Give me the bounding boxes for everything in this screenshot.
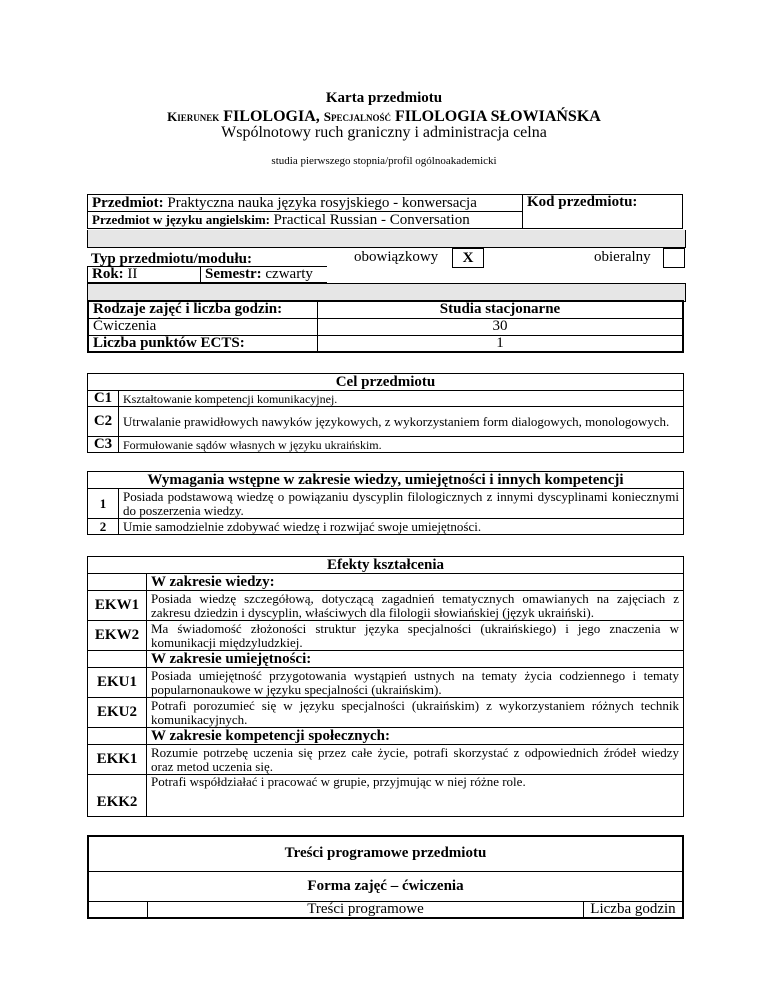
ects-label: Liczba punktów ECTS:: [88, 335, 318, 352]
gray-separator-1: [87, 230, 686, 248]
wymagania-text: Posiada podstawową wiedzę o powiązaniu dyscyplin filologicznych z innymi dyscyplinami koniecznymi do poszerzenia wiedzy.: [119, 489, 684, 519]
cel-code: C1: [88, 391, 119, 407]
obieralny-checkbox[interactable]: [663, 248, 685, 268]
subtitle: Wspólnotowy ruch graniczny i administracja celna: [221, 124, 547, 141]
cel-code: C2: [88, 407, 119, 437]
rok-value: II: [127, 266, 138, 282]
ects-value: 1: [318, 335, 684, 352]
cel-text: Utrwalanie prawidłowych nawyków językowych, z wykorzystaniem form dialogowych, monologowych.: [119, 407, 684, 437]
rodzaje-label: Rodzaje zajęć i liczba godzin:: [88, 301, 318, 318]
document-title: Karta przedmiotu: [325, 90, 443, 106]
wymagania-table: [87, 471, 684, 535]
cwiczenia-label: Ćwiczenia: [88, 318, 318, 335]
kierunek-value: FILOLOGIA,: [223, 108, 320, 125]
tresci-title: Treści programowe przedmiotu: [88, 836, 683, 871]
ekk2-text: Potrafi współdziałać i pracować w grupie, przyjmując w niej różne role.: [147, 775, 684, 817]
rok-table: [87, 266, 327, 283]
cel-code: C3: [88, 437, 119, 453]
kod-przedmiotu: Kod przedmiotu:: [523, 195, 683, 229]
semestr-value: czwarty: [265, 266, 313, 282]
empty-cell: [88, 901, 148, 918]
hours-table: [87, 300, 684, 353]
cel-title: Cel przedmiotu: [88, 374, 684, 391]
empty-cell: [88, 728, 147, 745]
kompetencje-heading: W zakresie kompetencji społecznych:: [147, 728, 684, 745]
cel-text: Formułowanie sądów własnych w języku ukraińskim.: [119, 437, 684, 453]
wymagania-code: 1: [88, 489, 119, 519]
empty-cell: [88, 574, 147, 591]
rok-label: Rok:: [92, 266, 124, 282]
wymagania-code: 2: [88, 519, 119, 535]
tresci-table: [87, 835, 684, 919]
umiejetnosci-heading: W zakresie umiejętności:: [147, 651, 684, 668]
empty-cell: [88, 651, 147, 668]
english-value: Practical Russian - Conversation: [273, 212, 470, 228]
ekk1-code: EKK1: [88, 745, 147, 775]
kierunek-label: Kierunek: [167, 109, 220, 124]
rok-cell: [88, 267, 201, 283]
english-cell: [88, 212, 523, 229]
eku2-text: Potrafi porozumieć się w języku specjalności (ukraińskim) z wykorzystaniem różnych technik komunikacyjnych.: [147, 698, 684, 728]
przedmiot-value: Praktyczna nauka języka rosyjskiego - konwersacja: [167, 194, 477, 211]
ekw2-text: Ma świadomość złożoności struktur języka specjalności (ukraińskiego) i jego znaczenia w komunikacji międzyludzkiej.: [147, 621, 684, 651]
eku1-code: EKU1: [88, 668, 147, 698]
col-godzin: Liczba godzin: [584, 901, 684, 918]
efekty-title: Efekty kształcenia: [88, 557, 684, 574]
cwiczenia-hours: 30: [318, 318, 684, 335]
obowiazkowy-checkbox[interactable]: X: [452, 248, 484, 268]
specjalnosc-label: Specjalność: [323, 109, 391, 124]
subject-table: [87, 194, 683, 229]
col-tresci: Treści programowe: [148, 901, 584, 918]
semestr-label: Semestr:: [205, 266, 262, 282]
ekw1-code: EKW1: [88, 591, 147, 621]
wymagania-title: Wymagania wstępne w zakresie wiedzy, umiejętności i innych kompetencji: [88, 472, 684, 489]
semestr-cell: [201, 267, 328, 283]
wiedza-heading: W zakresie wiedzy:: [147, 574, 684, 591]
study-level: studia pierwszego stopnia/profil ogólnoakademicki: [271, 155, 497, 167]
eku1-text: Posiada umiejętność przygotowania wystąpień ustnych na tematy życia codziennego i tematy popularnonaukowe w języku specjalności (ukraińskim).: [147, 668, 684, 698]
ekw1-text: Posiada wiedzę szczegółową, dotyczącą zagadnień tematycznych omawianych na zajęciach z zakresu dziedzin i dyscyplin, właściwych dla filologii słowiańskiej (język ukraiński).: [147, 591, 684, 621]
ekw2-code: EKW2: [88, 621, 147, 651]
wymagania-text: Umie samodzielnie zdobywać wiedzę i rozwijać swoje umiejętności.: [119, 519, 684, 535]
typ-label: Typ przedmiotu/modułu:: [91, 251, 252, 267]
specjalnosc-value: FILOLOGIA SŁOWIAŃSKA: [395, 108, 601, 125]
przedmiot-label: Przedmiot:: [92, 194, 164, 211]
obieralny-label: obieralny: [594, 249, 651, 265]
cel-table: [87, 373, 684, 453]
efekty-table: [87, 556, 684, 817]
studia-stacjonarne: Studia stacjonarne: [318, 301, 684, 318]
ekk2-code: EKK2: [88, 775, 147, 817]
cel-text: Kształtowanie kompetencji komunikacyjnej.: [119, 391, 684, 407]
przedmiot-cell: [88, 195, 523, 212]
ekk1-text: Rozumie potrzebę uczenia się przez całe życie, potrafi skorzystać z odpowiednich źródeł wiedzy oraz metod uczenia się.: [147, 745, 684, 775]
eku2-code: EKU2: [88, 698, 147, 728]
english-label: Przedmiot w języku angielskim:: [92, 212, 271, 227]
obowiazkowy-label: obowiązkowy: [354, 249, 439, 265]
forma-zajec: Forma zajęć – ćwiczenia: [88, 871, 683, 901]
